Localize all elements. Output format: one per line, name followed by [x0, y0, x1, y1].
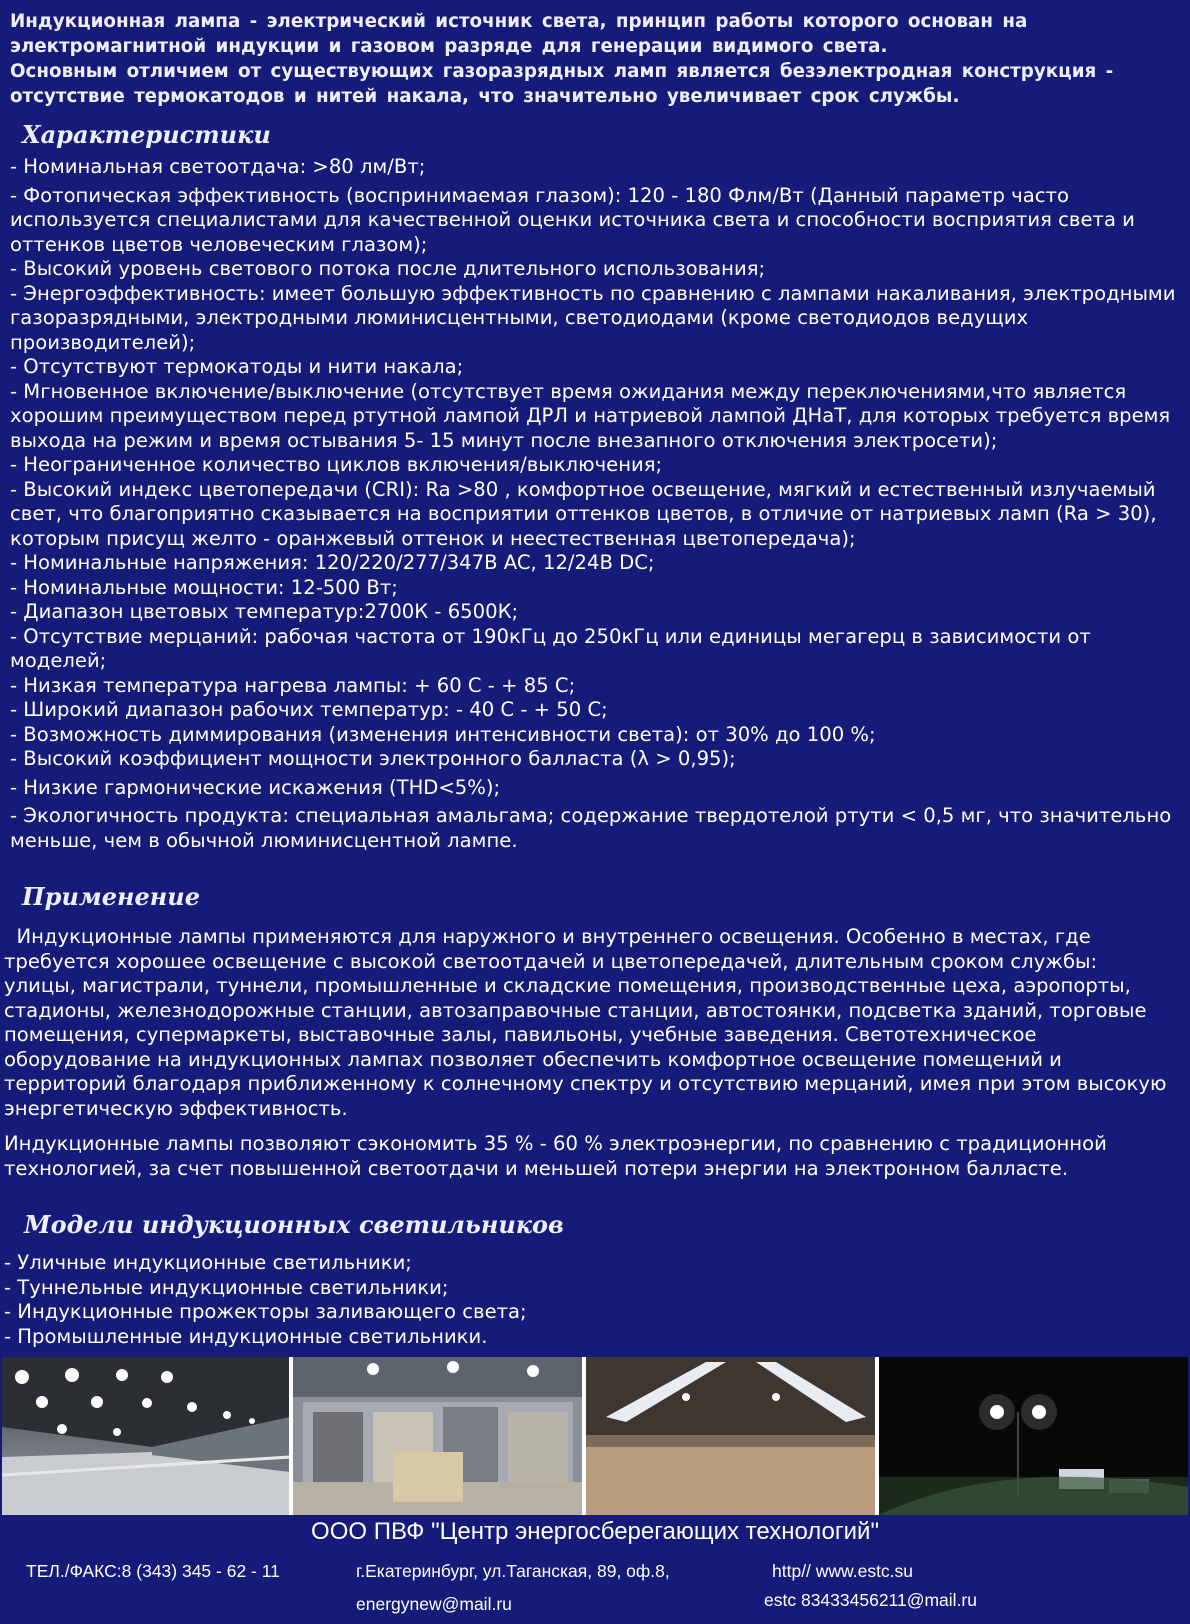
list-item: - Отсутствуют термокатоды и нити накала; — [10, 355, 464, 378]
intro-text — [10, 9, 1180, 109]
list-item: - Номинальные мощности: 12-500 Вт; — [10, 575, 398, 599]
list-item: - Низкие гармонические искажения (THD<5%); — [10, 775, 501, 799]
list-item: - Фотопическая эффективность (воспринимаемая глазом): 120 - 180 Флм/Вт (Данный параметр часто используется специалистами для качественной оценки источника света и способности восприятия света и оттенков цветов человеческим глазом); — [10, 183, 1135, 256]
application-paragraph-2: Индукционные лампы позволяют сэкономить 35 % - 60 % электроэнергии, по сравнению с традиционной технологией, за счет повышенной светоотдачи и меньшей потери энергии на электронном балласте. — [4, 1132, 1107, 1180]
photo-strip — [2, 1357, 1188, 1515]
models-list — [4, 1251, 1176, 1349]
address: г.Екатеринбург, ул.Таганская, 89, оф.8, — [356, 1561, 670, 1581]
list-item: - Номинальная светоотдача: >80 лм/Вт; — [10, 155, 426, 178]
list-item: - Диапазон цветовых температур:2700К - 6500К; — [10, 600, 519, 623]
models-title: Модели индукционных светильников — [24, 1210, 564, 1239]
list-item: - Мгновенное включение/выключение (отсутствует время ожидания между переключениями,что является хорошим преимуществом перед ртутной лампой ДРЛ и натриевой лампой ДНаТ, для которых требуется время выхода на режим и время остывания 5- 15 минут после внезапного отключения электросети); — [10, 379, 1171, 452]
phone-fax: ТЕЛ./ФАКС:8 (343) 345 - 62 - 11 — [26, 1561, 280, 1581]
intro-line-2: Основным отличием от существующих газоразрядных ламп является безэлектродная конструкция - отсутствие термокатодов и нитей накала, что значительно увеличивает срок службы. — [10, 61, 1114, 107]
characteristics-title: Характеристики — [22, 120, 271, 149]
list-item: - Индукционные прожекторы заливающего света; — [4, 1300, 527, 1323]
list-item: - Низкая температура нагрева лампы: + 60 С - + 85 С; — [10, 673, 576, 697]
intro-line-1: Индукционная лампа - электрический источник света, принцип работы которого основан на электромагнитной индукции и газовом разряде для генерации видимого света. — [10, 11, 1028, 57]
website-link[interactable]: http// www.estc.su — [772, 1561, 914, 1581]
list-item: - Возможность диммирования (изменения интенсивности света): от 30% до 100 %; — [10, 722, 876, 746]
list-item: - Туннельные индукционные светильники; — [4, 1275, 449, 1299]
list-item: - Промышленные индукционные светильники. — [4, 1324, 488, 1348]
company-name: ООО ПВФ "Центр энергосберегающих технологий" — [311, 1518, 879, 1545]
application-title: Применение — [22, 882, 200, 911]
list-item: - Отсутствие мерцаний: рабочая частота от 190кГц до 250кГц или единицы мегагерц в зависимости от моделей; — [10, 624, 1091, 672]
list-item: - Широкий диапазон рабочих температур: - 40 С - + 50 С; — [10, 698, 608, 721]
email-energynew[interactable]: energynew@mail.ru — [356, 1594, 512, 1614]
list-item: - Экологичность продукта: специальная амальгама; содержание твердотелой ртути < 0,5 мг, что значительно меньше, чем в обычной люминисцентной лампе. — [10, 804, 1172, 852]
list-item: - Номинальные напряжения: 120/220/277/347В AC, 12/24В DC; — [10, 551, 655, 574]
warehouse-photo — [293, 1357, 582, 1515]
list-item: - Высокий уровень светового потока после длительного использования; — [10, 257, 766, 280]
list-item: - Уличные индукционные светильники; — [4, 1251, 412, 1274]
list-item: - Неограниченное количество циклов включения/выключения; — [10, 453, 663, 476]
characteristics-list — [10, 155, 1182, 853]
hangar-photo — [586, 1357, 875, 1515]
list-item: - Высокий индекс цветопередачи (CRI): Ra >80 , комфортное освещение, мягкий и естественный излучаемый свет, что благоприятно сказывается на восприятии оттенков цветов, в отличие от натриевых ламп (Ra > 30), которым присущ желто - оранжевый оттенок и неестественная цветопередача); — [10, 477, 1157, 550]
tunnel-photo — [2, 1357, 289, 1515]
street-night-photo — [879, 1357, 1188, 1515]
email-estc[interactable]: estc 83433456211@mail.ru — [764, 1590, 977, 1610]
application-paragraph-1: Индукционные лампы применяются для наружного и внутреннего освещения. Особенно в местах, где требуется хорошее освещение с высокой светоотдачей и цветопередачей, длительным сроком службы: улицы, магистрали, туннели, промышленные и складские помещения, производственные цеха, аэропорты, стадионы, железнодорожные станции, автозаправочные станции, автостоянки, подсветка зданий, торговые помещения, супермаркеты, выставочные залы, павильоны, учебные заведения. Светотехническое оборудование на индукционных лампах позволяет обеспечить комфортное освещение помещений и территорий благодаря приближенному к солнечному спектру и отсутствию мерцаний, имея при этом высокую энергетическую эффективность. — [4, 925, 1173, 1120]
list-item: - Высокий коэффициент мощности электронного балласта (λ > 0,95); — [10, 747, 736, 770]
list-item: - Энергоэффективность: имеет большую эффективность по сравнению с лампами накаливания, электродными газоразрядными, электродными люминисцентными, светодиодами (кроме светодиодов ведущих производителей); — [10, 281, 1176, 354]
